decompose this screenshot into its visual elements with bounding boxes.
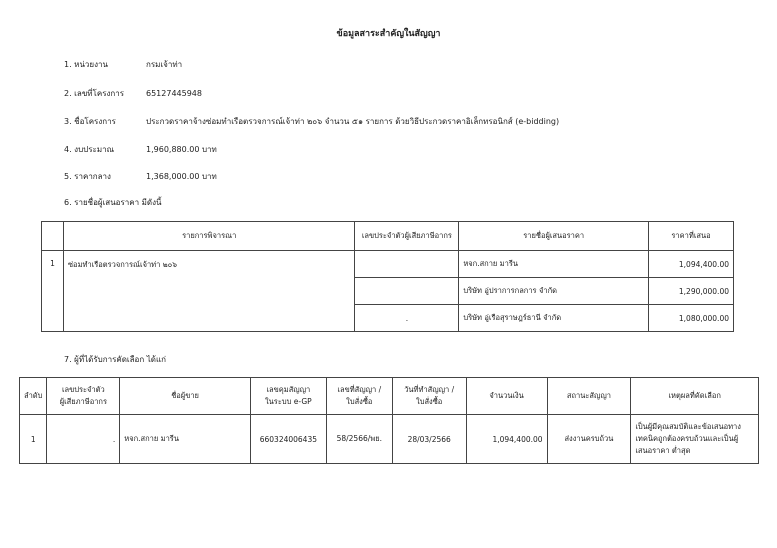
header-contract-date: [392, 378, 466, 415]
header-contract-no: [326, 378, 392, 415]
header-contract-line2: ในระบบ e-GP: [265, 397, 312, 406]
field-label: 5. ราคากลาง: [64, 172, 111, 181]
header-price: ราคาที่เสนอ: [649, 222, 734, 251]
selection-reason: เป็นผู้มีคุณสมบัติและข้อเสนอทางเทคนิคถูกต้องครบถ้วนและเป็นผู้เสนอราคา ต่ำสุด: [631, 415, 759, 464]
field-label: 2. เลขที่โครงการ: [64, 89, 125, 98]
header-reason: เหตุผลที่คัดเลือก: [631, 378, 759, 415]
contract-status: ส่งงานครบถ้วน: [547, 415, 631, 464]
row-number: 1: [42, 251, 64, 332]
selected-vendor-table: [19, 377, 759, 464]
bidder-name: หจก.สกาย มารีน: [459, 251, 649, 278]
bid-price: 1,080,000.00: [649, 305, 734, 332]
header-contract-line1: เลขคุมสัญญา: [266, 385, 311, 394]
contract-date: 28/03/2566: [392, 415, 466, 464]
bidders-table: [41, 221, 734, 332]
tax-id: .: [47, 415, 120, 464]
field-value: 1,368,000.00 บาท: [146, 172, 217, 181]
header-bidder: รายชื่อผู้เสนอราคา: [459, 222, 649, 251]
table-header-row: [20, 378, 759, 415]
table-row: [42, 251, 734, 278]
header-date-line2: ใบสั่งซื้อ: [416, 397, 443, 406]
field-value: 1,960,880.00 บาท: [146, 145, 217, 154]
field-median-price: [64, 170, 217, 183]
header-no: ลำดับ: [20, 378, 47, 415]
header-tax-id: เลขประจำตัวผู้เสียภาษีอากร: [355, 222, 459, 251]
tax-id: [355, 278, 459, 305]
header-contract-control: [250, 378, 326, 415]
table-row: [20, 415, 759, 464]
header-item: รายการพิจารณา: [63, 222, 355, 251]
tax-id: [355, 251, 459, 278]
field-label: 1. หน่วยงาน: [64, 60, 108, 69]
field-value: กรมเจ้าท่า: [146, 60, 183, 69]
contract-control-no: 660324006435: [250, 415, 326, 464]
field-label: 4. งบประมาณ: [64, 145, 115, 154]
field-agency: [64, 58, 182, 71]
field-value: ประกวดราคาจ้างซ่อมทำเรือตรวจการณ์เจ้าท่า ๒๐๖ จำนวน ๕๑ รายการ ด้วยวิธีประกวดราคาอิเล็กทรอนิกส์ (e-bidding): [146, 117, 560, 126]
tax-id: .: [355, 305, 459, 332]
page-title: ข้อมูลสาระสำคัญในสัญญา: [336, 29, 441, 39]
item-name: ซ่อมทำเรือตรวจการณ์เจ้าท่า ๒๐๖: [63, 251, 355, 332]
header-num-line1: เลขที่สัญญา /: [337, 385, 382, 394]
table-header-row: [42, 222, 734, 251]
field-project-name: [64, 115, 559, 128]
header-num-line2: ใบสั่งซื้อ: [346, 397, 373, 406]
bid-price: 1,094,400.00: [649, 251, 734, 278]
bidder-name: บริษัท อู่ปราการกลการ จำกัด: [459, 278, 649, 305]
section-7-heading: 7. ผู้ที่ได้รับการคัดเลือก ได้แก่: [64, 355, 166, 364]
header-tax-id-line1: เลขประจำตัว: [61, 385, 105, 394]
header-blank: [42, 222, 64, 251]
header-tax-id: [47, 378, 120, 415]
contract-no: 58/2566/พย.: [326, 415, 392, 464]
header-status: สถานะสัญญา: [547, 378, 631, 415]
contract-amount: 1,094,400.00: [466, 415, 547, 464]
header-date-line1: วันที่ทำสัญญา /: [404, 385, 455, 394]
bid-price: 1,290,000.00: [649, 278, 734, 305]
bidder-name: บริษัท อู่เรือสุราษฎร์ธานี จำกัด: [459, 305, 649, 332]
section-6-heading: 6. รายชื่อผู้เสนอราคา มีดังนี้: [64, 198, 162, 207]
vendor-name: หจก.สกาย มารีน: [120, 415, 251, 464]
field-project-no: [64, 87, 202, 100]
header-amount: จำนวนเงิน: [466, 378, 547, 415]
field-budget: [64, 143, 217, 156]
field-value: 65127445948: [146, 89, 202, 98]
field-label: 3. ชื่อโครงการ: [64, 117, 116, 126]
header-tax-id-line2: ผู้เสียภาษีอากร: [59, 397, 108, 406]
header-vendor: ชื่อผู้ขาย: [120, 378, 251, 415]
row-number: 1: [20, 415, 47, 464]
